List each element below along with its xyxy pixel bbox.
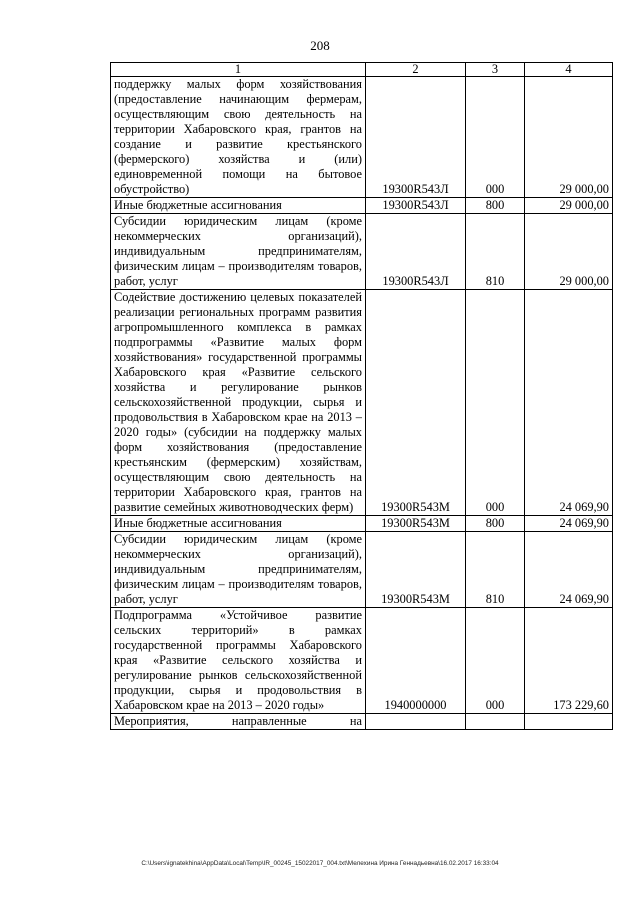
- row-expense-type: 000: [466, 608, 525, 714]
- row-target-code: [366, 714, 466, 730]
- row-expense-type: 810: [466, 214, 525, 290]
- table-row: [111, 198, 613, 214]
- budget-table: [110, 62, 613, 730]
- row-target-code: 19300R543Л: [366, 214, 466, 290]
- table-row: [111, 214, 613, 290]
- row-target-code: 19300R543М: [366, 532, 466, 608]
- row-target-code: 19300R543М: [366, 516, 466, 532]
- row-amount: 24 069,90: [525, 532, 613, 608]
- row-amount: [525, 714, 613, 730]
- header-row: [111, 63, 613, 77]
- table-row: [111, 290, 613, 516]
- table-row: [111, 714, 613, 730]
- row-description: поддержку малых форм хозяйствования (предоставление начинающим фермерам, осуществляющим свою деятельность на территории Хабаровского края, грантов на создание и развитие крестьянского (фермерского) хозяйства и (или) единовременной помощи на бытовое обустройство): [111, 77, 366, 198]
- row-amount: 29 000,00: [525, 214, 613, 290]
- row-expense-type: 800: [466, 198, 525, 214]
- row-amount: 24 069,90: [525, 290, 613, 516]
- row-description: Иные бюджетные ассигнования: [111, 516, 366, 532]
- row-description: Субсидии юридическим лицам (кроме некоммерческих организаций), индивидуальным предпринимателям, физическим лицам – производителям товаров, работ, услуг: [111, 532, 366, 608]
- table-row: [111, 516, 613, 532]
- row-target-code: 1940000000: [366, 608, 466, 714]
- header-col-3: 3: [466, 63, 525, 77]
- row-amount: 29 000,00: [525, 198, 613, 214]
- row-description: Мероприятия, направленные на: [111, 714, 366, 730]
- table-row: [111, 77, 613, 198]
- row-amount: 24 069,90: [525, 516, 613, 532]
- row-expense-type: 000: [466, 77, 525, 198]
- row-target-code: 19300R543Л: [366, 77, 466, 198]
- row-expense-type: 810: [466, 532, 525, 608]
- row-description: Иные бюджетные ассигнования: [111, 198, 366, 214]
- table-row: [111, 532, 613, 608]
- header-col-2: 2: [366, 63, 466, 77]
- row-expense-type: 000: [466, 290, 525, 516]
- row-target-code: 19300R543М: [366, 290, 466, 516]
- page-number: 208: [310, 38, 330, 53]
- file-path-footer: C:\Users\ignatekhina\AppData\Local\Temp\IR_00245_15022017_004.txt\Мелехина Ирина Геннадьевна\16.02.2017 16:33:04: [141, 860, 499, 867]
- header-col-1: 1: [111, 63, 366, 77]
- row-expense-type: 800: [466, 516, 525, 532]
- row-amount: 173 229,60: [525, 608, 613, 714]
- table-row: [111, 608, 613, 714]
- header-col-4: 4: [525, 63, 613, 77]
- row-description: Субсидии юридическим лицам (кроме некоммерческих организаций), индивидуальным предпринимателям, физическим лицам – производителям товаров, работ, услуг: [111, 214, 366, 290]
- row-expense-type: [466, 714, 525, 730]
- row-description: Содействие достижению целевых показателей реализации региональных программ развития агропромышленного комплекса в рамках подпрограммы «Развитие малых форм хозяйствования» государственной программы Хабаровского края «Развитие сельского хозяйства и регулирование рынков сельскохозяйственной продукции, сырья и продовольствия в Хабаровском крае на 2013 – 2020 годы» (субсидии на поддержку малых форм хозяйствования (предоставление крестьянским (фермерским) хозяйствам, осуществляющим свою деятельность на территории Хабаровского края, грантов на развитие семейных животноводческих ферм): [111, 290, 366, 516]
- row-amount: 29 000,00: [525, 77, 613, 198]
- row-description: Подпрограмма «Устойчивое развитие сельских территорий» в рамках государственной программы Хабаровского края «Развитие сельского хозяйства и регулирование рынков сельскохозяйственной продукции, сырья и продовольствия в Хабаровском крае на 2013 – 2020 годы»: [111, 608, 366, 714]
- row-target-code: 19300R543Л: [366, 198, 466, 214]
